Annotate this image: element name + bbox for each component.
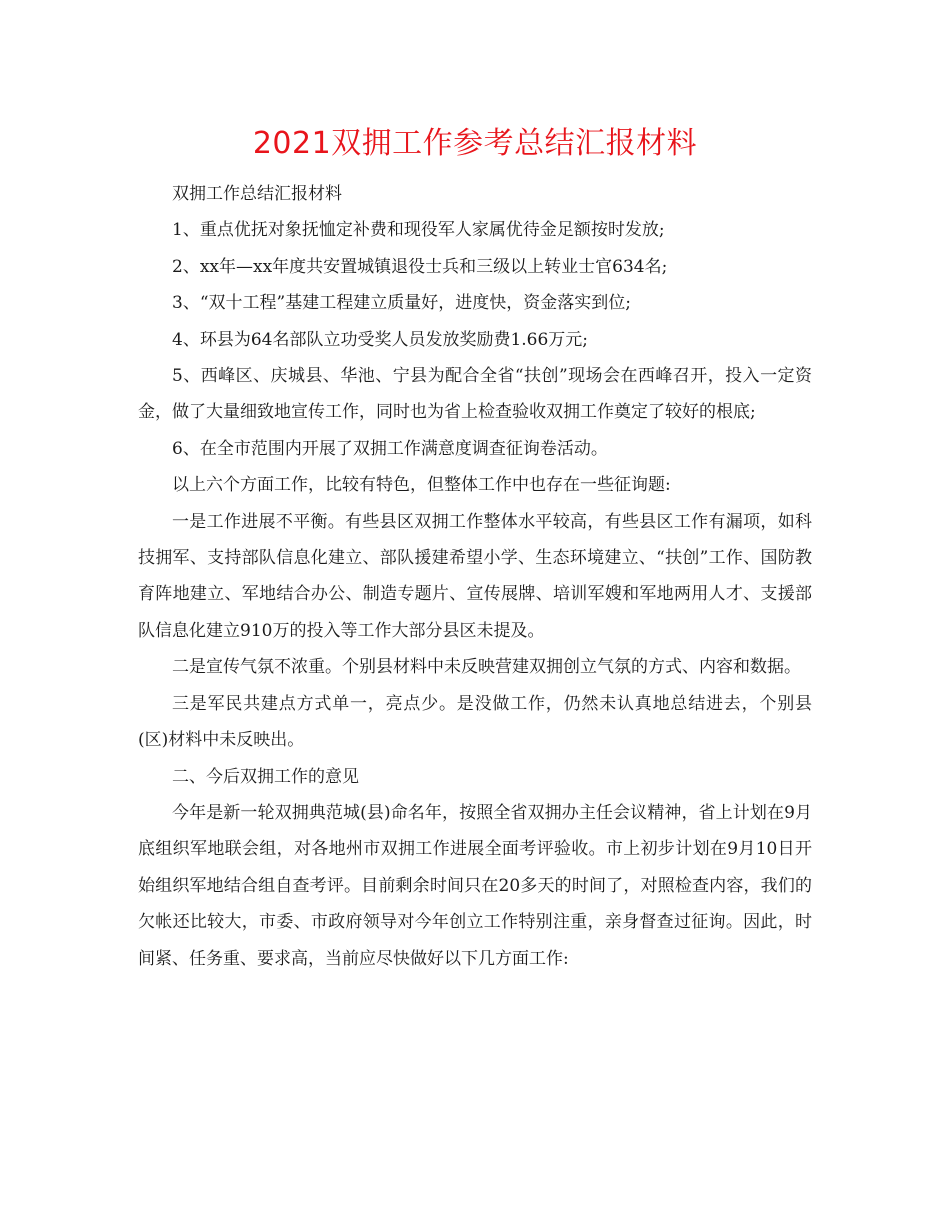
paragraph-item-6: 6、在全市范围内开展了双拥工作满意度调查征询卷活动。 [172,438,608,459]
paragraph-summary: 以上六个方面工作，比较有特色，但整体工作中也存在一些征询题: [172,475,671,496]
paragraph-item-4: 4、环县为64名部队立功受奖人员发放奖励费1.66万元; [172,329,589,350]
document-title: 2021双拥工作参考总结汇报材料 [252,126,698,161]
paragraph-item-5: 5、西峰区、庆城县、华池、宁县为配合全省“扶创”现场会在西峰召开，投入一定资金，做了大量细致地宣传工作，同时也为省上检查验收双拥工作奠定了较好的根底; [138,366,812,423]
paragraph-item-2: 2、xx年—xx年度共安置城镇退役士兵和三级以上转业士官634名; [172,256,668,277]
paragraph-issue-1: 一是工作进展不平衡。有些县区双拥工作整体水平较高，有些县区工作有漏项，如科技拥军、支持部队信息化建立、部队援建希望小学、生态环境建立、“扶创”工作、国防教育阵地建立、军地结合办公、制造专题片、宣传展牌、培训军嫂和军地两用人才、支援部队信息化建立910万的投入等工作大部分县区未提及。 [138,511,812,641]
document-body [138,176,812,977]
paragraph-item-3: 3、“双十工程”基建工程建立质量好，进度快，资金落实到位; [172,293,631,314]
paragraph-issue-3: 三是军民共建点方式单一，亮点少。是没做工作，仍然未认真地总结进去，个别县(区)材料中未反映出。 [138,693,812,751]
paragraph-subtitle: 双拥工作总结汇报材料 [172,184,342,204]
paragraph-item-1: 1、重点优抚对象抚恤定补费和现役军人家属优待金足额按时发放; [172,220,665,241]
section-heading: 二、今后双拥工作的意见 [172,766,359,787]
paragraph-plan: 今年是新一轮双拥典范城(县)命名年，按照全省双拥办主任会议精神，省上计划在9月底组织军地联会组，对各地州市双拥工作进展全面考评验收。市上初步计划在9月10日开始组织军地结合组自查考评。目前剩余时间只在20多天的时间了，对照检查内容，我们的欠帐还比较大，市委、市政府领导对今年创立工作特别注重，亲身督查过征询。因此，时间紧、任务重、要求高，当前应尽快做好以下几方面工作: [138,802,812,969]
paragraph-issue-2: 二是宣传气氛不浓重。个别县材料中未反映营建双拥创立气氛的方式、内容和数据。 [172,657,801,678]
